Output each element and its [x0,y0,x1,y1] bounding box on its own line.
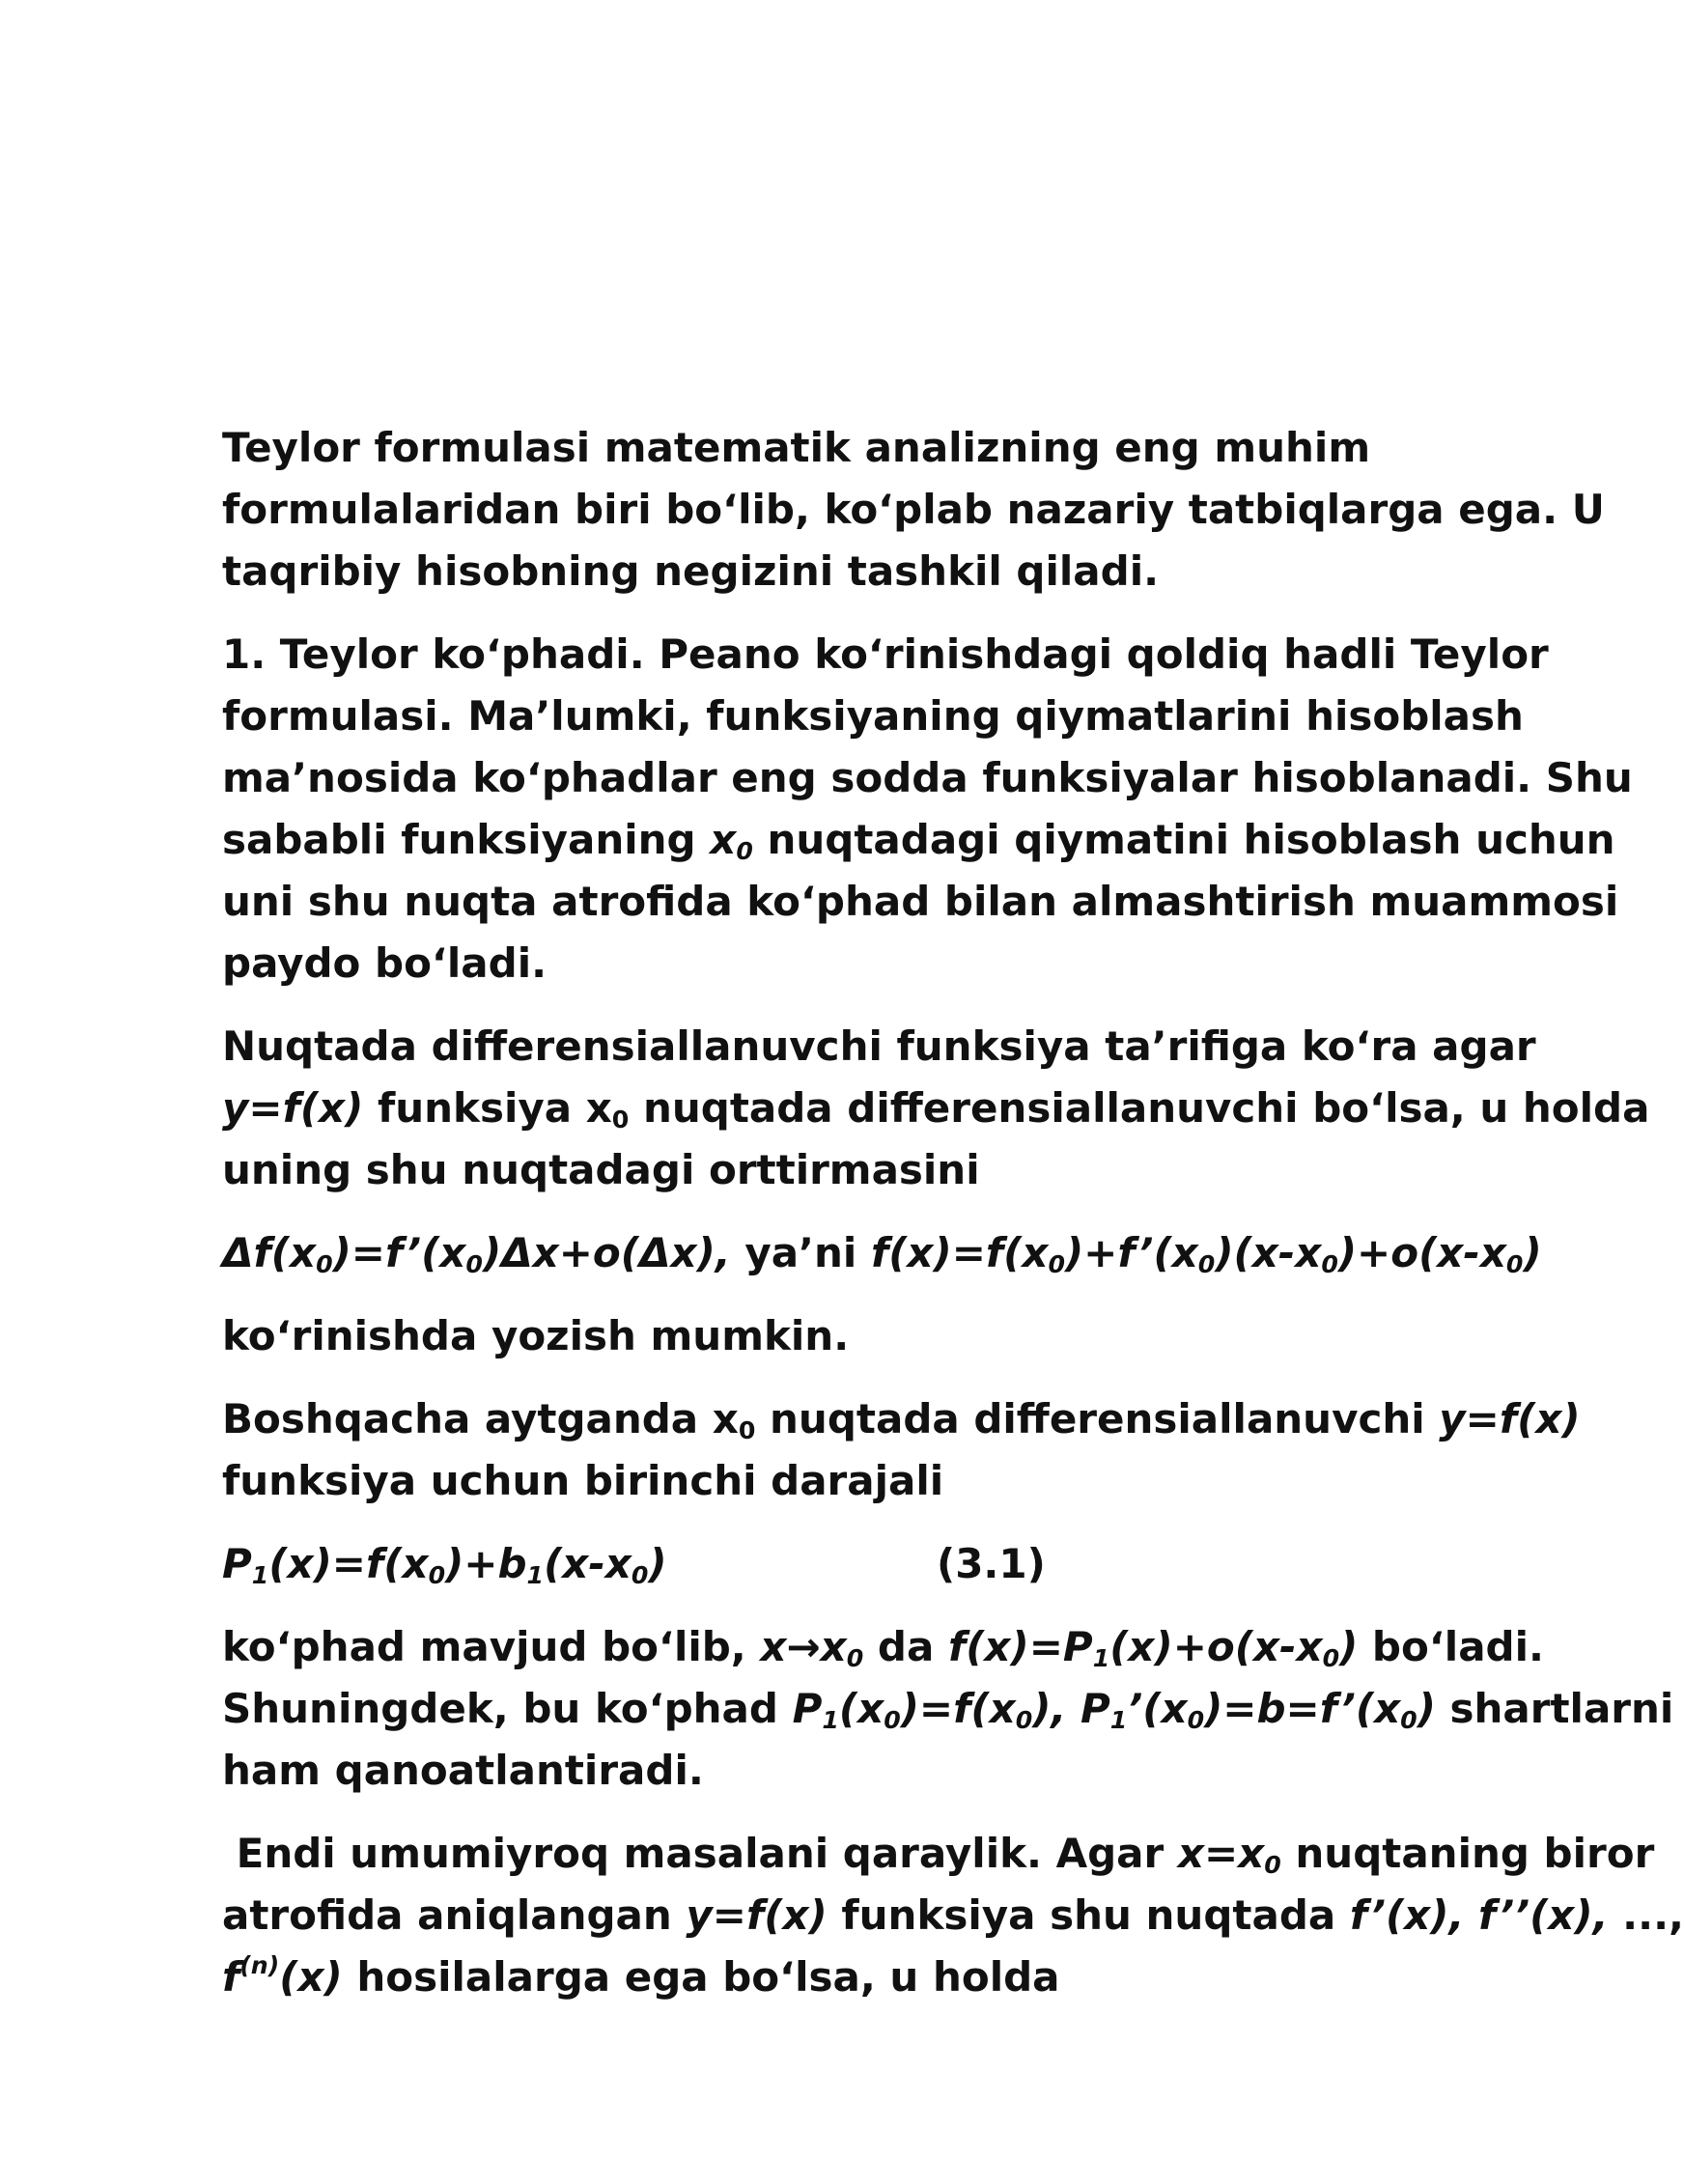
math-expr: ) [1339,1623,1359,1670]
definition-paragraph [222,1016,1650,1201]
text-line [222,1823,1655,1885]
text-line: paydo bo‘ladi. [222,939,547,987]
math-expr: ) [1417,1685,1436,1732]
text-line [222,1678,1674,1740]
formula-line [222,1533,1458,1595]
text-line: uni shu nuqta atrofida ko‘phad bilan almashtirish muammosi [222,878,1619,925]
increment-formula [222,1222,1542,1284]
text-run: nuqtaning biror [1280,1830,1655,1877]
math-expr: )=f’(x [332,1229,466,1276]
math-expr: )+b [445,1540,527,1587]
math-expr: (x [838,1685,884,1732]
text-line [222,809,1615,871]
math-subscript: 0 [1505,1250,1524,1278]
text-line [222,1616,1544,1678]
math-expr: f’(x), f’’(x), [1349,1891,1609,1939]
math-superscript: (n) [239,1951,280,1979]
math-subscript: 0 [1187,1706,1205,1734]
equation-number: (3.1) [937,1540,1046,1587]
math-subscript: 1 [1109,1706,1128,1734]
text-line: funksiya uchun birinchi darajali [222,1457,944,1504]
math-expr: y=f(x) [686,1891,828,1939]
general-problem-paragraph [222,1823,1684,2008]
math-subscript: 0 [884,1706,901,1734]
text-run: ..., [1608,1891,1684,1939]
math-subscript: 1 [251,1561,269,1589]
math-subscript: 0 [1264,1851,1281,1879]
math-expr: )=b=f’(x [1204,1685,1401,1732]
math-subscript: 0 [1015,1706,1033,1734]
math-expr: )+o(x-x [1337,1229,1506,1276]
math-subscript: 0 [631,1561,649,1589]
math-expr: y=f(x) [222,1084,364,1132]
text-run: sababli funksiyaning [222,816,711,863]
math-subscript: 0 [1048,1250,1065,1278]
text-line: 1. Teylor ko‘phadi. Peano ko‘rinishdagi qoldiq hadli Teylor [222,630,1549,678]
text-run: hosilalarga ega bo‘lsa, u holda [342,1953,1060,2001]
equation-3-1 [222,1533,1458,1595]
text-run: Shuningdek, bu ko‘phad [222,1685,793,1732]
text-line: formulalaridan biri bo‘lib, ko‘plab nazariy tatbiqlarga ega. U [222,486,1605,533]
text-run: da [863,1623,948,1670]
text-line [222,1885,1684,1946]
text-run: atrofida aniqlangan [222,1891,687,1939]
math-subscript: 1 [526,1561,545,1589]
formula-line [222,1222,1542,1284]
math-expr: Δf(x [222,1229,317,1276]
math-expr: ) [648,1540,667,1587]
math-expr: (x-x [544,1540,632,1587]
math-var: x [710,816,737,863]
intro-paragraph [222,417,1605,602]
math-expr: y=f(x) [1439,1395,1581,1442]
first-degree-paragraph [222,1388,1581,1512]
text-line: Nuqtada differensiallanuvchi funksiya ta’rifiga ko‘ra agar [222,1022,1536,1070]
math-expr: P [792,1685,823,1732]
math-expr: )Δx+o(Δx), [482,1229,731,1276]
math-expr: f(x)=f(x [870,1229,1049,1276]
math-subscript: 1 [1092,1644,1110,1672]
text-line [222,1946,1458,2008]
math-expr: (x) [279,1953,343,2001]
math-subscript: 1 [822,1706,839,1734]
math-expr: x→x [760,1623,847,1670]
text-run: Boshqacha aytganda x [222,1395,739,1442]
text-line: ma’nosida ko‘phadlar eng sodda funksiyalar hisoblanadi. Shu [222,754,1633,801]
text-run: ya’ni [730,1229,871,1276]
text-line: Teylor formulasi matematik analizning eng muhim [222,424,1371,471]
math-subscript: 0 [1322,1644,1340,1672]
text-line: ham qanoatlantiradi. [222,1747,704,1794]
math-subscript: 0 [611,1106,630,1134]
math-expr: ’(x [1127,1685,1188,1732]
text-run: funksiya shu nuqtada [827,1891,1350,1939]
text-run [1066,1685,1081,1732]
text-run: nuqtada differensiallanuvchi [755,1395,1440,1442]
section-1-paragraph [222,624,1633,994]
math-expr: P [1081,1685,1110,1732]
math-subscript: 0 [1321,1250,1338,1278]
text-run: funksiya x [363,1084,612,1132]
text-run: nuqtada differensiallanuvchi bo‘lsa, u holda [629,1084,1650,1132]
math-subscript: 0 [846,1644,864,1672]
text-line: uning shu nuqtadagi orttirmasini [222,1146,980,1193]
text-line: ko‘rinishda yozish mumkin. [222,1312,850,1359]
math-expr: P [222,1540,252,1587]
text-run: ko‘phad mavjud bo‘lib, [222,1623,761,1670]
document-body [222,417,1684,2030]
math-expr: )+f’(x [1064,1229,1198,1276]
text-run: bo‘ladi. [1358,1623,1544,1670]
math-subscript: 0 [1197,1250,1216,1278]
math-expr: (x)=f(x [268,1540,429,1587]
math-expr: x=x [1177,1830,1265,1877]
math-expr: (x)+o(x-x [1109,1623,1323,1670]
math-expr: )=f(x [900,1685,1016,1732]
math-expr: f [222,1953,240,2001]
text-run: nuqtadagi qiymatini hisoblash uchun [752,816,1615,863]
text-line: formulasi. Ma’lumki, funksiyaning qiymatlarini hisoblash [222,692,1524,740]
math-expr: ) [1523,1229,1542,1276]
math-subscript: 0 [1400,1706,1417,1734]
math-subscript: 0 [428,1561,446,1589]
math-expr: f(x)=P [947,1623,1093,1670]
text-line [222,1078,1650,1139]
polynomial-properties-paragraph [222,1616,1674,1802]
text-line: taqribiy hisobning negizini tashkil qiladi. [222,547,1160,595]
text-line [222,1388,1581,1450]
math-expr: ), [1032,1685,1067,1732]
math-subscript: 0 [736,837,753,865]
math-expr: )(x-x [1215,1229,1322,1276]
math-subscript: 0 [738,1416,756,1444]
math-subscript: 0 [316,1250,333,1278]
math-subscript: 0 [465,1250,483,1278]
formula-remark [222,1305,1458,1367]
text-run: shartlarni [1435,1685,1674,1732]
text-run: Endi umumiyroq masalani qaraylik. Agar [222,1830,1178,1877]
